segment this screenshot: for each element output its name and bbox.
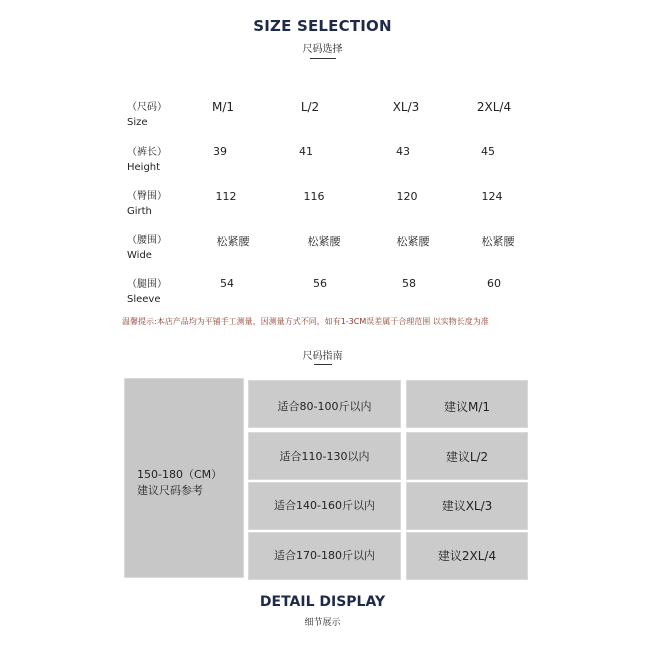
table-cell: 120 — [396, 190, 418, 203]
detail-title: DETAIL DISPLAY — [259, 594, 386, 610]
table-cell: 39 — [213, 145, 227, 158]
row-label-sleeve — [127, 277, 167, 307]
row-label-zh: （腿围） — [127, 279, 167, 290]
row-label-zh: （臀围） — [127, 191, 167, 202]
size-guide-title: 尺码指南 — [302, 351, 343, 362]
table-cell: 43 — [396, 145, 410, 158]
measurement-note: 温馨提示:本店产品均为平铺手工测量，因测量方式不同，如有1-3CM误差属于合理范围 以实物长度为准 — [122, 317, 489, 326]
size-header-cell: 2XL/4 — [476, 100, 512, 114]
row-label-en: Wide — [127, 250, 152, 261]
weight-range-text: 适合110-130以内 — [279, 450, 370, 463]
size-header-cell: M/1 — [211, 100, 235, 114]
row-label-girth — [127, 189, 167, 219]
height-range-text: 150-180（CM） — [137, 468, 223, 481]
weight-range-text: 适合140-160斤以内 — [274, 499, 375, 512]
row-label-zh: （尺码） — [127, 102, 167, 113]
table-cell: 124 — [481, 190, 503, 203]
guide-divider — [314, 364, 332, 365]
weight-range-text: 适合170-180斤以内 — [274, 549, 375, 562]
page-subtitle: 尺码选择 — [302, 44, 343, 55]
size-header-cell: XL/3 — [392, 100, 420, 114]
table-cell: 116 — [303, 190, 325, 203]
height-reference-label — [137, 467, 222, 499]
row-label-wide — [127, 233, 167, 263]
row-label-height — [127, 145, 167, 175]
row-label-en: Height — [127, 162, 161, 173]
table-cell: 松紧腰 — [216, 235, 250, 248]
size-header-cell: L/2 — [300, 100, 320, 114]
recommended-size-text: 建议XL/3 — [441, 499, 493, 513]
row-label-zh: （腰围） — [127, 235, 167, 246]
weight-range-text: 适合80-100斤以内 — [277, 400, 372, 413]
table-cell: 松紧腰 — [396, 235, 430, 248]
table-cell: 45 — [481, 145, 495, 158]
page-title: SIZE SELECTION — [253, 17, 392, 35]
table-cell: 松紧腰 — [307, 235, 341, 248]
row-label-en: Sleeve — [127, 294, 161, 305]
table-cell: 54 — [220, 277, 234, 290]
row-label-en: Girth — [127, 206, 152, 217]
recommended-size-text: 建议L/2 — [445, 450, 489, 464]
table-cell: 60 — [487, 277, 501, 290]
height-sub-text: 建议尺码参考 — [137, 484, 203, 497]
row-label-zh: （裤长） — [127, 147, 167, 158]
row-label-en: Size — [127, 117, 148, 128]
table-cell: 41 — [299, 145, 313, 158]
title-divider — [310, 58, 336, 59]
detail-subtitle: 细节展示 — [304, 618, 341, 628]
row-label-size — [127, 100, 167, 130]
table-cell: 112 — [215, 190, 237, 203]
table-cell: 58 — [402, 277, 416, 290]
recommended-size-text: 建议M/1 — [443, 400, 491, 414]
table-cell: 56 — [313, 277, 327, 290]
table-cell: 松紧腰 — [481, 235, 515, 248]
recommended-size-text: 建议2XL/4 — [437, 549, 497, 563]
